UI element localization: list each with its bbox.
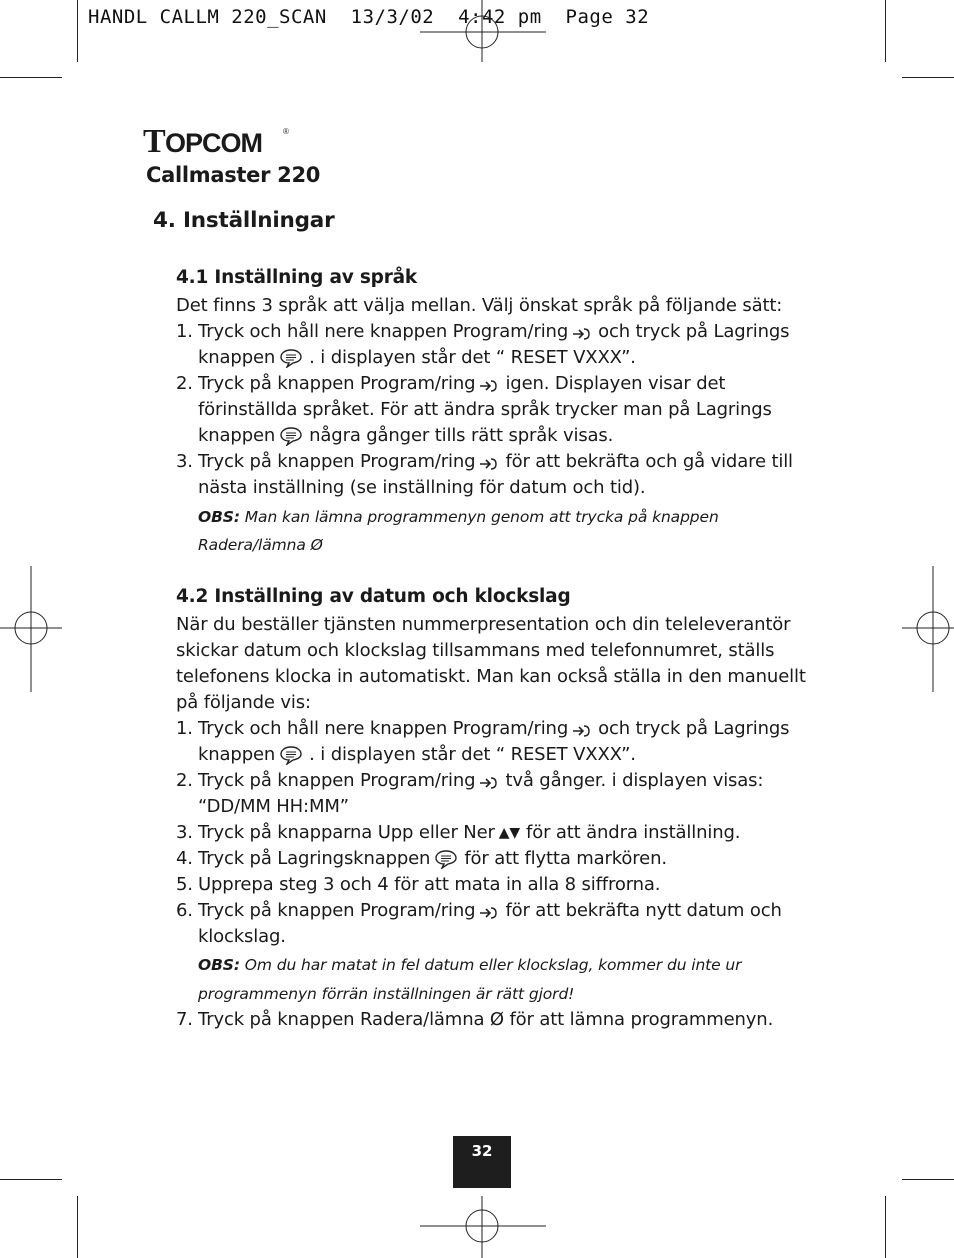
up-down-arrows-icon: ▲▼ [498, 825, 521, 841]
paragraph: på följande vis: [176, 692, 311, 713]
svg-text:T: T [143, 124, 166, 156]
crop-mark [902, 1179, 954, 1180]
crop-mark [0, 77, 62, 78]
note: OBS: Man kan lämna programmenyn genom att trycka på knappen [198, 508, 719, 526]
crop-mark [77, 1196, 78, 1258]
note-continued: Radera/lämna Ø [198, 536, 323, 554]
list-item: 6. Tryck på knappen Program/ring för att bekräfta nytt datum och [176, 898, 782, 929]
crop-mark [885, 1196, 886, 1258]
crop-mark [902, 77, 954, 78]
crop-mark [77, 0, 78, 62]
list-item-continued: klockslag. [198, 926, 286, 947]
program-ring-icon [479, 773, 499, 799]
registration-mark [902, 566, 954, 692]
paragraph: telefonens klocka in automatiskt. Man kan också ställa in den manuellt [176, 666, 806, 687]
subsection-heading: 4.1 Inställning av språk [176, 267, 418, 288]
list-item: 2. Tryck på knappen Program/ring två gånger. i displayen visas: [176, 768, 763, 799]
list-item: 3. Tryck på knapparna Upp eller Ner ▲▼ för att ändra inställning. [176, 820, 740, 846]
topcom-logo [143, 124, 293, 156]
list-item-continued: “DD/MM HH:MM” [198, 796, 349, 817]
svg-text:OPCOM: OPCOM [165, 128, 263, 156]
paragraph: När du beställer tjänsten nummerpresentation och din teleleverantör [176, 614, 791, 635]
note: OBS: Om du har matat in fel datum eller klockslag, kommer du inte ur [198, 956, 742, 974]
list-item: 4. Tryck på Lagringsknappen för att flytta markören. [176, 846, 667, 877]
print-slug: HANDL CALLM 220_SCAN 13/3/02 4:42 pm Page 32 [88, 6, 650, 28]
subsection-heading: 4.2 Inställning av datum och klockslag [176, 586, 571, 607]
list-item-continued: knappen . i displayen står det “ RESET VXXX”. [198, 345, 636, 376]
program-ring-icon [479, 903, 499, 929]
list-item-continued: förinställda språket. För att ändra språk trycker man på Lagrings [198, 399, 772, 420]
registration-mark [420, 1196, 546, 1258]
list-item: 3. Tryck på knappen Program/ring för att bekräfta och gå vidare till [176, 449, 793, 480]
note-continued: programmenyn förrän inställningen är rätt gjord! [198, 985, 575, 1003]
list-item: 2. Tryck på knappen Program/ring igen. Displayen visar det [176, 371, 725, 402]
paragraph: Det finns 3 språk att välja mellan. Välj önskat språk på följande sätt: [176, 295, 783, 316]
list-item: 1. Tryck och håll nere knappen Program/ring och tryck på Lagrings [176, 716, 789, 747]
page-number: 32 [453, 1136, 511, 1188]
list-item-continued: knappen några gånger tills rätt språk visas. [198, 423, 613, 454]
list-item: 5. Upprepa steg 3 och 4 för att mata in alla 8 siffrorna. [176, 874, 661, 895]
list-item: 1. Tryck och håll nere knappen Program/ring och tryck på Lagrings [176, 319, 789, 350]
registration-mark [0, 566, 62, 692]
list-item: 7. Tryck på knappen Radera/lämna Ø för att lämna programmenyn. [176, 1009, 774, 1030]
list-item-continued: nästa inställning (se inställning för datum och tid). [198, 477, 646, 498]
paragraph: skickar datum och klockslag tillsammans med telefonnumret, ställs [176, 640, 775, 661]
crop-mark [885, 0, 886, 62]
list-item-continued: knappen . i displayen står det “ RESET VXXX”. [198, 742, 636, 773]
registration-mark [420, 0, 546, 62]
svg-text:®: ® [283, 127, 289, 136]
section-title: 4. Inställningar [153, 208, 335, 233]
product-name: Callmaster 220 [146, 163, 321, 187]
crop-mark [0, 1179, 62, 1180]
